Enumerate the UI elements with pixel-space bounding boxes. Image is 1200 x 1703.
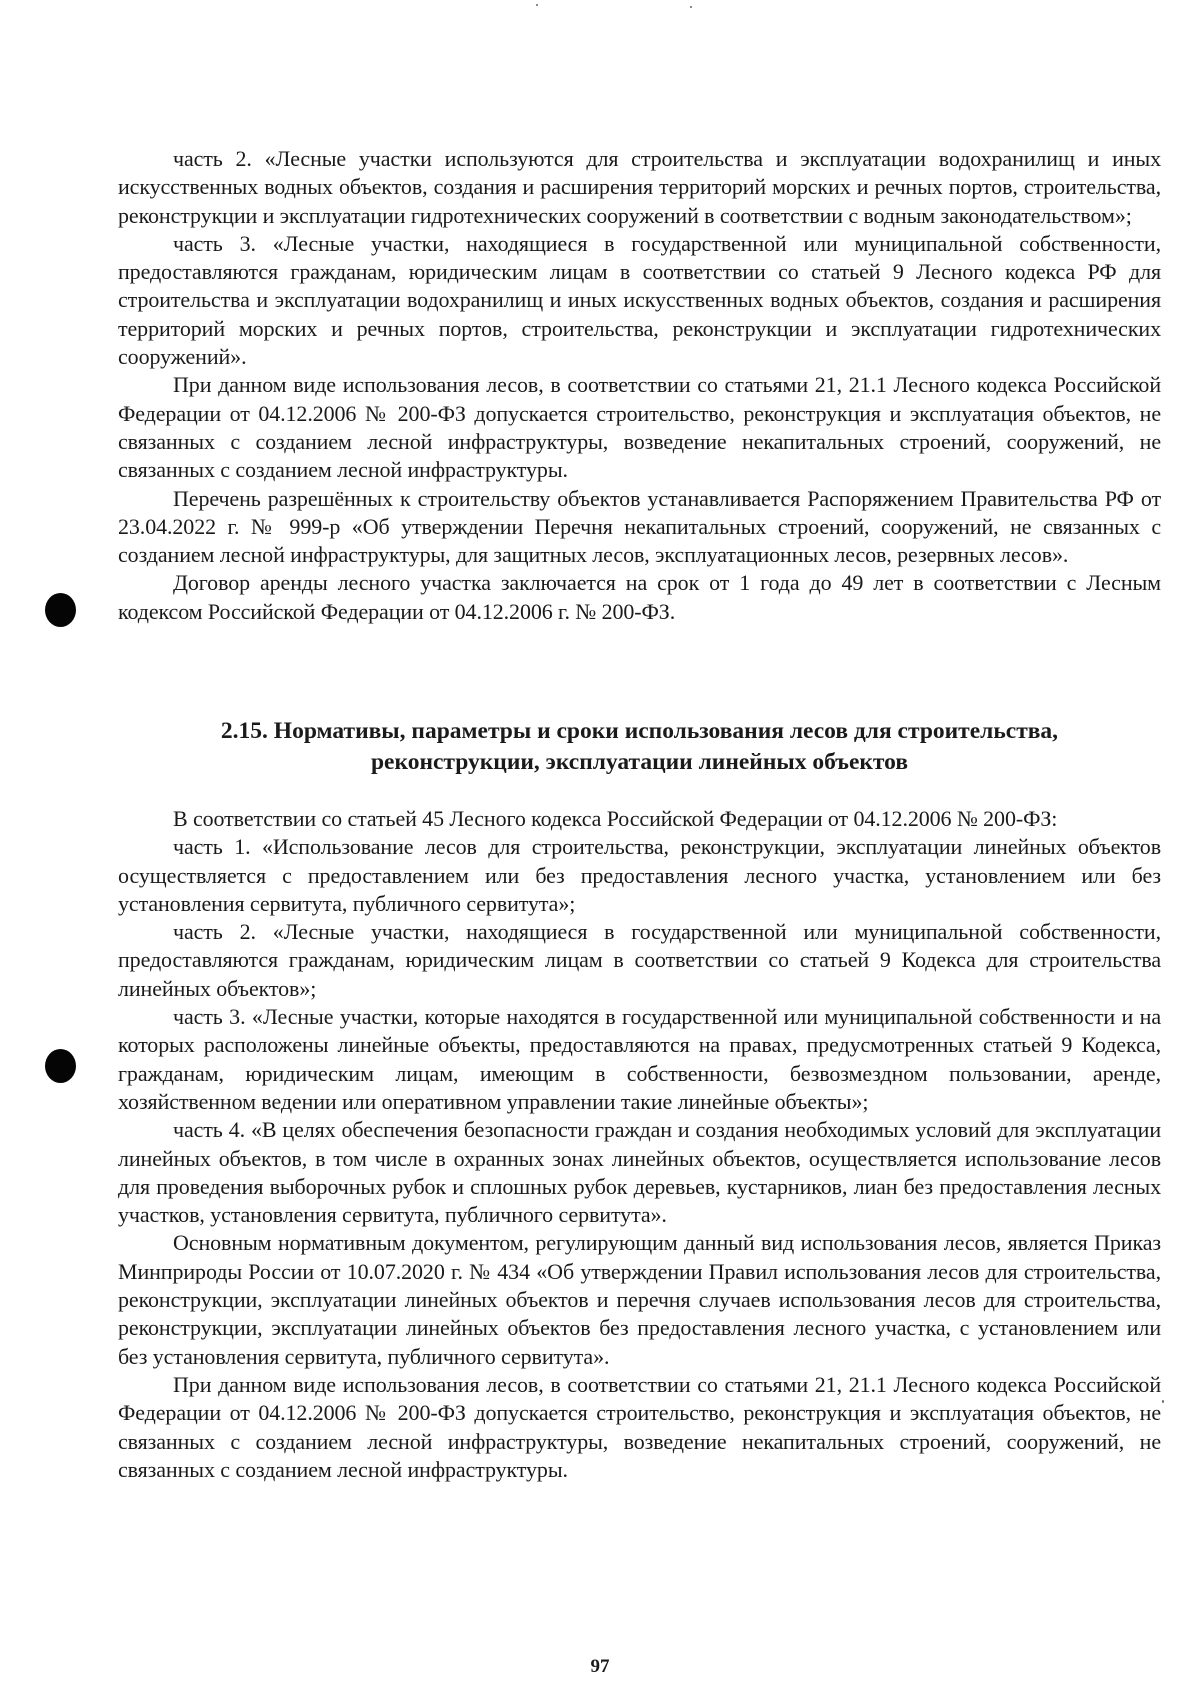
paragraph: При данном виде использования лесов, в соответствии со статьями 21, 21.1 Лесного кодекса Российской Федерации от 04.12.2006 № 200-ФЗ допускается строительство, реконструкция и эксплуатация объектов, не связанных с созданием лесной инфраструктуры, возведение некапитальных строений, сооружений, не связанных с созданием лесной инфраструктуры. — [118, 372, 1161, 483]
paragraph: В соответствии со статьей 45 Лесного кодекса Российской Федерации от 04.12.2006 № 200-ФЗ: — [173, 806, 1058, 831]
paragraph: часть 3. «Лесные участки, находящиеся в государственной или муниципальной собственности, предоставляются гражданам, юридическим лицам в соответствии со статьей 9 Лесного кодекса РФ для строительства и эксплуатации водохранилищ и иных искусственных водных объектов, создания и расширения территорий морских и речных портов, строительства, реконструкции и эксплуатации гидротехнических сооружений». — [118, 230, 1161, 370]
scan-speck — [1162, 1400, 1164, 1403]
paragraph: часть 2. «Лесные участки используются для строительства и эксплуатации водохранилищ и иных искусственных водных объектов, создания и расширения территорий морских и речных портов, строительства, реконструкции и эксплуатации гидротехнических сооружений в соответствии с водным законодательством»; — [118, 146, 1161, 228]
punch-hole-top — [45, 593, 76, 627]
punch-hole-bottom — [45, 1049, 76, 1083]
section-heading-line-2: реконструкции, эксплуатации линейных объектов — [370, 749, 909, 775]
paragraph: Договор аренды лесного участка заключается на срок от 1 года до 49 лет в соответствии с Лесным кодексом Российской Федерации от 04.12.2006 г. № 200-ФЗ. — [118, 570, 1161, 624]
paragraph: Основным нормативным документом, регулирующим данный вид использования лесов, является Приказ Минприроды России от 10.07.2020 г. № 434 «Об утверждении Правил использования лесов для строительства, реконструкции, эксплуатации линейных объектов и перечня случаев использования лесов для строительства, реконструкции, эксплуатации линейных объектов без предоставления лесного участка, с установлением или без установления сервитута, публичного сервитута». — [118, 1230, 1161, 1369]
paragraph: часть 2. «Лесные участки, находящиеся в государственной или муниципальной собственности, предоставляются гражданам, юридическим лицам в соответствии со статьей 9 Кодекса для строительства линейных объектов»; — [118, 919, 1161, 1001]
scan-speck — [536, 4, 538, 6]
paragraph: При данном виде использования лесов, в соответствии со статьями 21, 21.1 Лесного кодекса Российской Федерации от 04.12.2006 № 200-ФЗ допускается строительство, реконструкция и эксплуатация объектов, не связанных с созданием лесной инфраструктуры, возведение некапитальных строений, сооружений, не связанных с созданием лесной инфраструктуры. — [118, 1371, 1161, 1482]
paragraph: часть 1. «Использование лесов для строительства, реконструкции, эксплуатации линейных объектов осуществляется с предоставлением или без предоставления лесного участка, установлением или без установления сервитута, публичного сервитута»; — [118, 834, 1161, 916]
paragraph: Перечень разрешённых к строительству объектов устанавливается Распоряжением Правительства РФ от 23.04.2022 г. № 999-р «Об утверждении Перечня некапитальных строений, сооружений, не связанных с созданием лесной инфраструктуры, для защитных лесов, эксплуатационных лесов, резервных лесов». — [118, 485, 1161, 568]
top-text-block — [118, 145, 1161, 626]
page-number: 97 — [590, 1656, 610, 1677]
section-heading-line-1: 2.15. Нормативы, параметры и сроки использования лесов для строительства, — [220, 718, 1059, 744]
paragraph: часть 4. «В целях обеспечения безопасности граждан и создания необходимых условий для эксплуатации линейных объектов, в том числе в охранных зонах линейных объектов, осуществляется использование лесов для проведения выборочных рубок и сплошных рубок деревьев, кустарников, лиан без предоставления лесных участков, установления сервитута, публичного сервитута». — [118, 1117, 1161, 1228]
bottom-text-block — [118, 805, 1161, 1484]
section-heading — [118, 716, 1161, 778]
paragraph: часть 3. «Лесные участки, которые находятся в государственной или муниципальной собственности и на которых расположены линейные объекты, предоставляются на правах, предусмотренных статьей 9 Кодекса, гражданам, юридическим лицам, имеющим в собственности, безвозмездном пользовании, аренде, хозяйственном ведении или оперативном управлении такие линейные объекты»; — [118, 1004, 1161, 1114]
scan-speck — [690, 6, 692, 8]
